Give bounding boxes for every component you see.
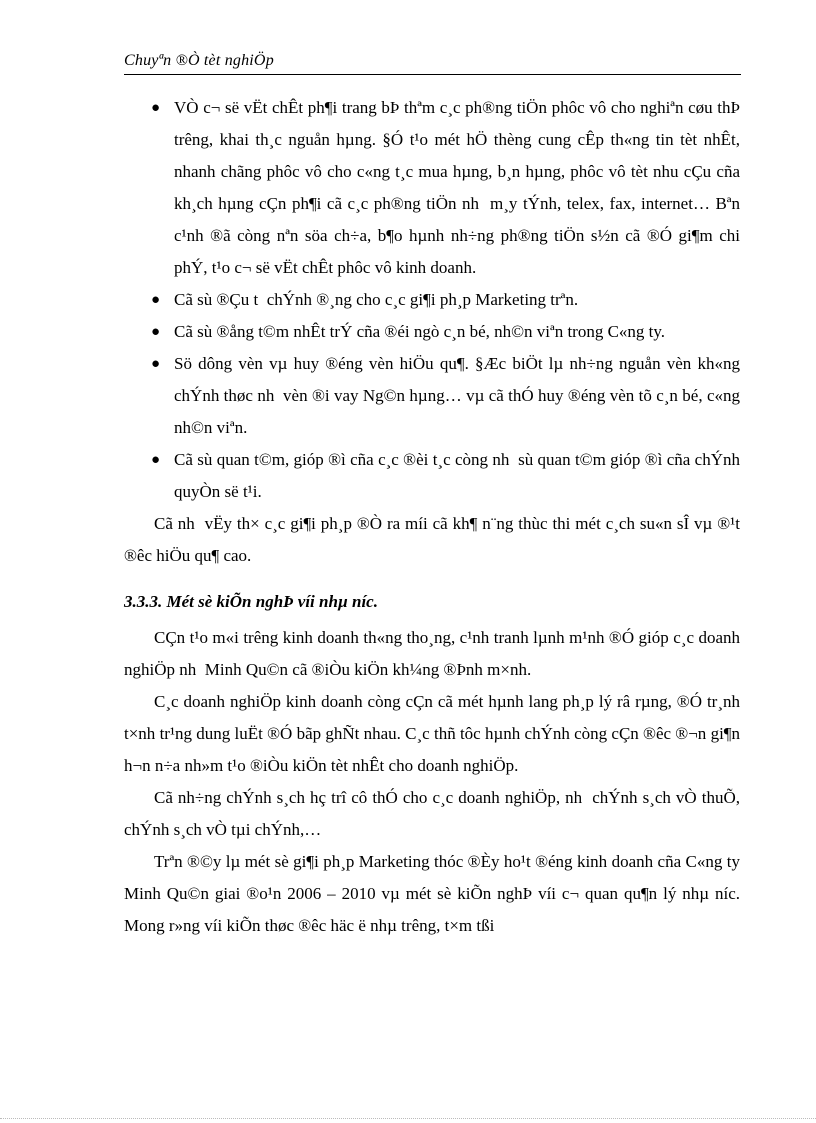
bullet-text: Cã sù ®ång t©m nhÊt trÝ cña ®éi ngò c¸n bé, nh©n viªn trong C«ng ty. (174, 322, 666, 341)
bullet-text: Cã sù ®Çu t chÝnh ®¸ng cho c¸c gi¶i ph¸p Marketing trªn. (174, 290, 579, 309)
bullet-text: VÒ c¬ së vËt chÊt ph¶i trang bÞ thªm c¸c ph®ng tiÖn phôc vô cho nghiªn cøu thÞ trêng, khai th¸c nguån hµng. §Ó t¹o mét hÖ thèng cung cÊp th«ng tin tèt nhÊt, nhanh chãng phôc vô cho c«ng t¸c mua hµng, b¸n hµng, phôc vô tèt nhu cÇu cña kh¸ch hµng cÇn ph¶i cã c¸c ph®ng tiÖn nh m¸y tÝnh, telex, fax, internet… Bªn c¹nh ®ã còng nªn söa ch÷a, b¶o hµnh nh÷ng ph®ng tiÖn s½n cã ®Ó gi¶m chi phÝ, t¹o c¬ së vËt chÊt phôc vô kinh doanh. (174, 98, 740, 277)
header-title: Chuyªn ®Ò tèt nghiÖp (124, 52, 274, 69)
section-paragraph: C¸c doanh nghiÖp kinh doanh còng cÇn cã mét hµnh lang ph¸p lý râ rµng, ®Ó tr¸nh t×nh tr¹ng dung luËt ®Ó bãp ghÑt nhau. C¸c thñ tôc hµnh chÝnh còng cÇn ®êc ®¬n gi¶n h¬n n÷a nh»m t¹o ®iÒu kiÖn tèt nhÊt cho doanh nghiÖp. (124, 692, 740, 775)
page-content (124, 92, 740, 942)
bullet-text: Cã sù quan t©m, gióp ®ì cña c¸c ®èi t¸c còng nh sù quan t©m gióp ®ì cña chÝnh quyÒn së t¹i. (174, 450, 740, 501)
bullet-item (124, 348, 740, 444)
section-heading: 3.3.3. Mét sè kiÕn nghÞ víi nhµ níc. (124, 592, 378, 611)
section-paragraph: CÇn t¹o m«i trêng kinh doanh th«ng tho¸ng, c¹nh tranh lµnh m¹nh ®Ó gióp c¸c doanh nghiÖp nh Minh Qu©n cã ®iÒu kiÖn kh¼ng ®Þnh m×nh. (124, 628, 740, 679)
bullet-text: Sö dông vèn vµ huy ®éng vèn hiÖu qu¶. §Æc biÖt lµ nh÷ng nguån vèn kh«ng chÝnh thøc nh vèn ®i vay Ng©n hµng… vµ cã thÓ huy ®éng vèn tõ c¸n bé, c«ng nh©n viªn. (174, 354, 740, 437)
bullet-item (124, 444, 740, 508)
bullet-dot-icon: ● (151, 292, 161, 308)
bullet-dot-icon: ● (151, 356, 161, 372)
bullet-dot-icon: ● (151, 452, 161, 468)
page-header (124, 50, 741, 75)
bullet-item (124, 316, 740, 348)
page-bottom-divider (0, 1118, 816, 1119)
closing-paragraph: Cã nh vËy th× c¸c gi¶i ph¸p ®Ò ra míi cã kh¶ n¨ng thùc thi mét c¸ch su«n sÎ vµ ®¹t ®êc hiÖu qu¶ cao. (124, 514, 740, 565)
bullet-item (124, 284, 740, 316)
bullet-item (124, 92, 740, 284)
bullet-dot-icon: ● (151, 324, 161, 340)
section-paragraph: Cã nh÷ng chÝnh s¸ch hç trî cô thÓ cho c¸c doanh nghiÖp, nh chÝnh s¸ch vÒ thuÕ, chÝnh s¸ch vÒ tµi chÝnh,… (124, 788, 740, 839)
section-paragraph: Trªn ®©y lµ mét sè gi¶i ph¸p Marketing thóc ®Èy ho¹t ®éng kinh doanh cña C«ng ty Minh Qu©n giai ®o¹n 2006 – 2010 vµ mét sè kiÕn nghÞ víi c¬ quan qu¶n lý nhµ níc. Mong r»ng víi kiÕn thøc ®êc häc ë nhµ trêng, t×m tßi (124, 852, 740, 935)
bullet-dot-icon: ● (151, 100, 161, 116)
